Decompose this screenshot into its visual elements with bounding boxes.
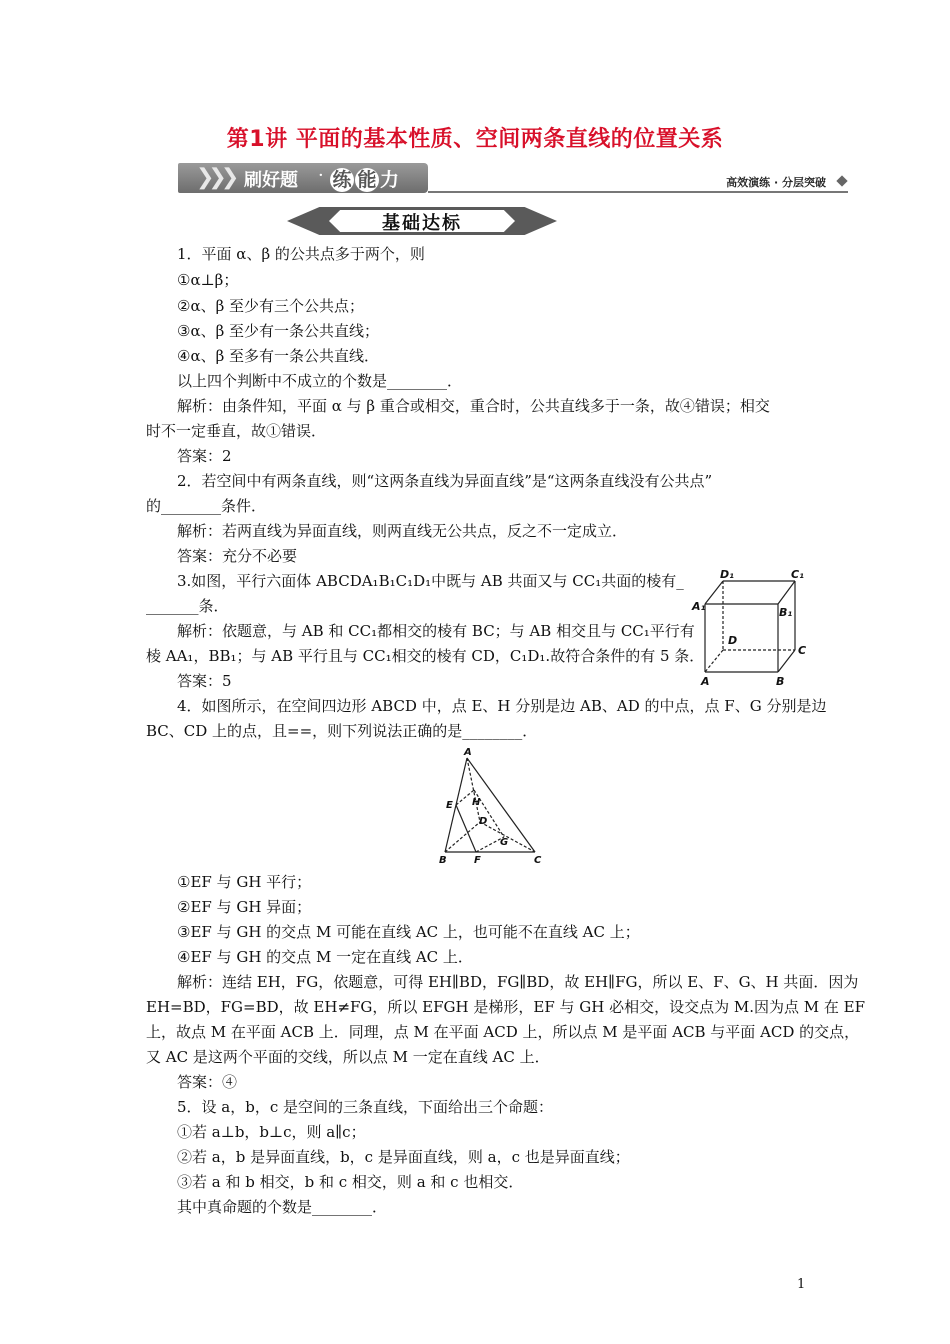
section-heading-label: 基础达标 [382, 213, 462, 234]
text-line: ①EF 与 GH 平行； [177, 873, 312, 891]
text-line: ③α、β 至少有一条公共直线； [177, 322, 380, 340]
text-line: ③EF 与 GH 的交点 M 可能在直线 AC 上，也可能不在直线 AC 上； [177, 923, 640, 941]
text-line: 5．设 a，b，c 是空间的三条直线，下面给出三个命题： [177, 1098, 554, 1116]
text-line: ①α⊥β； [177, 271, 239, 289]
text-line: 棱 AA₁，BB₁；与 AB 平行且与 CC₁相交的棱有 CD，C₁D₁.故符合条件的有 5 条． [146, 647, 705, 665]
label-tetra-C: C [534, 855, 542, 866]
text-line: ②EF 与 GH 异面； [177, 898, 312, 916]
text-line: ②若 a，b 是异面直线，b，c 是异面直线，则 a，c 也是异面直线； [177, 1148, 630, 1166]
text-line: 上，故点 M 在平面 ACB 上．同理，点 M 在平面 ACD 上，所以点 M 是平面 ACB 与平面 ACD 的交点， [146, 1023, 860, 1041]
parallelepiped-figure [690, 566, 814, 690]
label-tetra-A: A [464, 747, 472, 758]
label-tetra-F: F [474, 855, 481, 866]
diamond-icon [836, 175, 847, 186]
text-line: 的________条件． [146, 497, 267, 515]
text-line: ①若 a⊥b，b⊥c，则 a∥c； [177, 1123, 366, 1141]
banner-char-2: 能 [355, 168, 379, 192]
page-number: 1 [797, 1277, 806, 1292]
text-line: ④EF 与 GH 的交点 M 一定在直线 AC 上． [177, 948, 473, 966]
label-D: D [728, 634, 738, 647]
text-line: 又 AC 是这两个平面的交线，所以点 M 一定在直线 AC 上． [146, 1048, 550, 1066]
text-line: ④α、β 至多有一条公共直线． [177, 347, 380, 365]
chevrons-icon: ❯❯❯ [196, 165, 234, 190]
banner-char-1: 练 [330, 168, 354, 192]
text-line: _______条． [146, 597, 229, 615]
label-A: A [701, 675, 710, 688]
text-line: 解析：连结 EH，FG，依题意，可得 EH∥BD，FG∥BD，故 EH∥FG，所以 E、F、G、H 共面．因为 [177, 973, 859, 991]
label-C: C [798, 644, 807, 657]
label-C1: C₁ [791, 568, 804, 581]
banner-dot-icon: · [318, 165, 324, 186]
label-tetra-H: H [472, 797, 481, 808]
text-line: 答案：④ [177, 1073, 238, 1091]
banner-rule [428, 191, 848, 193]
banner-tagline: 高效演练 · 分层突破 [726, 176, 826, 189]
label-B: B [776, 675, 785, 688]
banner-left-block [178, 163, 428, 193]
text-line: ③若 a 和 b 相交，b 和 c 相交，则 a 和 c 也相交． [177, 1173, 524, 1191]
text-line: 解析：由条件知，平面 α 与 β 重合或相交，重合时，公共直线多于一条，故④错误；相交 [177, 397, 770, 415]
banner-left-label: 刷好题 [244, 170, 298, 191]
section-banner [178, 163, 848, 193]
label-tetra-D: D [479, 816, 488, 827]
text-line: 2．若空间中有两条直线，则“这两条直线为异面直线”是“这两条直线没有公共点” [177, 472, 713, 490]
text-line: 以上四个判断中不成立的个数是________． [177, 372, 463, 390]
label-tetra-B: B [439, 855, 447, 866]
text-line: EH=BD，FG=BD，故 EH≠FG，所以 EFGH 是梯形，EF 与 GH 必相交，设交点为 M.因为点 M 在 EF [146, 998, 866, 1016]
text-line: 答案：充分不必要 [177, 547, 298, 565]
text-line: 1．平面 α、β 的公共点多于两个，则 [177, 245, 425, 263]
label-tetra-G: G [500, 837, 509, 848]
label-B1: B₁ [779, 606, 793, 619]
text-line: 答案：2 [177, 447, 232, 465]
text-line: 解析：依题意，与 AB 和 CC₁都相交的棱有 BC；与 AB 相交且与 CC₁平行有 [177, 622, 695, 640]
banner-right-label [330, 165, 399, 192]
banner-char-3: 力 [380, 169, 400, 191]
text-line: 解析：若两直线为异面直线，则两直线无公共点，反之不一定成立． [177, 522, 628, 540]
text-line: 答案：5 [177, 672, 232, 690]
label-tetra-E: E [446, 800, 453, 811]
text-line: 4．如图所示，在空间四边形 ABCD 中，点 E、H 分别是边 AB、AD 的中点，点 F、G 分别是边 [177, 697, 827, 715]
text-line: ②α、β 至少有三个公共点； [177, 297, 365, 315]
label-D1: D₁ [720, 568, 734, 581]
label-A1: A₁ [692, 600, 706, 613]
section-heading [287, 207, 557, 235]
text-line: 3.如图，平行六面体 ABCDA₁B₁C₁D₁中既与 AB 共面又与 CC₁共面的棱有_ [177, 572, 684, 590]
text-line: BC、CD 上的点，且==，则下列说法正确的是________． [146, 722, 538, 740]
page-title: 第1讲 平面的基本性质、空间两条直线的位置关系 [226, 127, 724, 152]
text-line: 其中真命题的个数是________． [177, 1198, 388, 1216]
tetrahedron-figure [434, 746, 554, 870]
text-line: 时不一定垂直，故①错误． [146, 422, 327, 440]
